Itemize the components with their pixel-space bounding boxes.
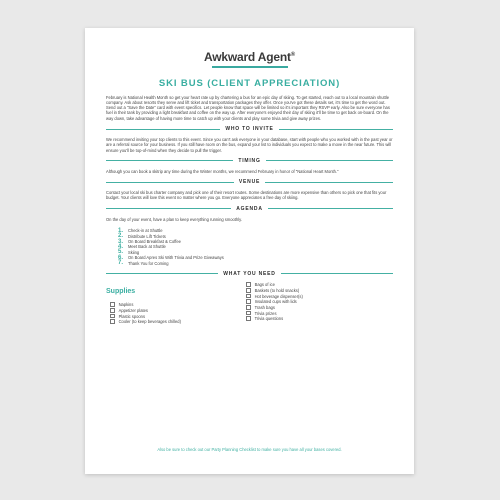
- checkbox-icon: [110, 314, 115, 319]
- divider-line: [265, 182, 393, 183]
- agenda-number: 3.: [118, 238, 124, 245]
- checkbox-icon: [246, 305, 251, 310]
- invite-paragraph: We recommend inviting your top clients to this event. Since you can't ask everyone in your database, start with people who you worked with in the past year or are a referral source for your business. If you still have room on the bus, expand your list to individuals you expect to make a move in the near future. This will ensure you'll be top-of-mind when they decide to pull the trigger.: [106, 136, 393, 153]
- supply-label: Baskets (to hold snacks): [254, 287, 300, 293]
- checkbox-icon: [246, 316, 251, 321]
- agenda-text: On Board Breakfast & Coffee: [128, 239, 181, 245]
- supply-label: Bags of ice: [254, 282, 275, 288]
- supply-label: Napkins: [118, 302, 134, 308]
- section-heading-label: AGENDA: [236, 205, 263, 212]
- section-heading-timing: [106, 158, 393, 164]
- supply-label: Plastic spoons: [118, 313, 145, 319]
- intro-paragraph: February is National Health Month so get your heart rate up by chartering a bus for an epic day of skiing. To get started, reach out to a local mountain shuttle company. Ask about resorts they serve and lift ticket and transportation packages they offer. Once you've got these details set, it's time to get the word out. Send out a "Save the Date" card with event specifics. Let people know that space will be limited so it's important they RSVP early. Also be sure everyone has fuel in their tank by providing a light breakfast and coffee on the way up. After everyone's enjoyed their day of skiing it'll be time to get back on-board. On the way down, take advantage of having more time to catch up with your clients and play some trivia and give away prizes.: [106, 94, 390, 121]
- section-heading-label: TIMING: [238, 157, 261, 164]
- agenda-number: 6.: [118, 254, 124, 261]
- list-item: [246, 316, 393, 322]
- divider-line: [266, 160, 393, 161]
- divider-line: [106, 129, 220, 130]
- checkbox-icon: [110, 302, 115, 307]
- checkbox-icon: [246, 294, 251, 299]
- divider-line: [268, 208, 393, 209]
- agenda-text: Distribute Lift Tickets: [128, 233, 166, 239]
- agenda-text: Check-in at Shuttle: [128, 228, 163, 234]
- list-item: [110, 319, 246, 325]
- section-heading-label: WHO TO INVITE: [225, 125, 274, 132]
- needs-left-column: [106, 282, 246, 325]
- checkbox-icon: [246, 282, 251, 287]
- agenda-number: 2.: [118, 233, 124, 240]
- divider-line: [106, 273, 218, 274]
- agenda-number: 7.: [118, 260, 124, 267]
- logo-underline: [212, 66, 288, 68]
- agenda-text: Thank You for Coming: [128, 260, 169, 266]
- supplies-title: Supplies: [106, 287, 136, 295]
- supplies-list-left: [106, 302, 246, 325]
- agenda-number: 5.: [118, 249, 124, 256]
- section-heading-label: VENUE: [238, 179, 261, 186]
- needs-right-column: [246, 282, 393, 325]
- supplies-list-right: [246, 282, 393, 322]
- checkbox-icon: [246, 299, 251, 304]
- divider-line: [281, 273, 393, 274]
- list-item: [118, 260, 393, 265]
- divider-line: [279, 129, 393, 130]
- divider-line: [106, 182, 234, 183]
- registered-mark: ®: [290, 52, 295, 58]
- divider-line: [106, 208, 231, 209]
- checkbox-icon: [246, 288, 251, 293]
- agenda-text: Skiing: [128, 249, 140, 255]
- section-heading-agenda: [106, 206, 393, 212]
- checkbox-icon: [110, 308, 115, 313]
- supply-label: Insulated cups with lids: [254, 299, 297, 305]
- agenda-list: [106, 228, 393, 266]
- section-heading-label: WHAT YOU NEED: [223, 270, 276, 277]
- agenda-paragraph: On the day of your event, have a plan to keep everything running smoothly.: [106, 216, 243, 222]
- page-title: SKI BUS (CLIENT APPRECIATION): [158, 77, 341, 89]
- supply-label: Cooler (to keep beverages chilled): [118, 319, 181, 325]
- brand-logo: [106, 50, 393, 64]
- needs-columns: [106, 282, 393, 325]
- document-page: [85, 28, 414, 474]
- agenda-text: On Board Apres Ski With Trivia and Prize Giveaways: [128, 255, 224, 261]
- supply-label: Appetizer plates: [118, 307, 148, 313]
- supply-label: Trivia prizes: [254, 310, 277, 316]
- agenda-number: 1.: [118, 227, 124, 234]
- section-heading-venue: [106, 179, 393, 185]
- checkbox-icon: [110, 319, 115, 324]
- supply-label: Trash bags: [254, 304, 275, 310]
- timing-paragraph: Although you can book a skitrip any time during the Winter months, we recommend February in honor of "National Heart Month.": [106, 168, 339, 174]
- venue-paragraph: Contact your local ski bus charter company and pick one of their resort routes. Some destinations are more expensive than others so pick one that fits your budget. Your clients will love this event no matter where you go. Everyone appreciates a free day of skiing.: [106, 190, 387, 201]
- agenda-text: Meet Back at Shuttle: [128, 244, 166, 250]
- section-heading-needs: [106, 271, 393, 277]
- supply-label: Trivia questions: [254, 316, 284, 322]
- supply-label: Hot beverage dispenser(s): [254, 293, 303, 299]
- checkbox-icon: [246, 311, 251, 316]
- footer-note: Also be sure to check out our Party Planning Checklist to make sure you have all your bases covered.: [157, 447, 342, 452]
- brand-logo-text: Awkward Agent: [204, 50, 291, 64]
- section-heading-invite: [106, 126, 393, 132]
- divider-line: [106, 160, 233, 161]
- agenda-number: 4.: [118, 243, 124, 250]
